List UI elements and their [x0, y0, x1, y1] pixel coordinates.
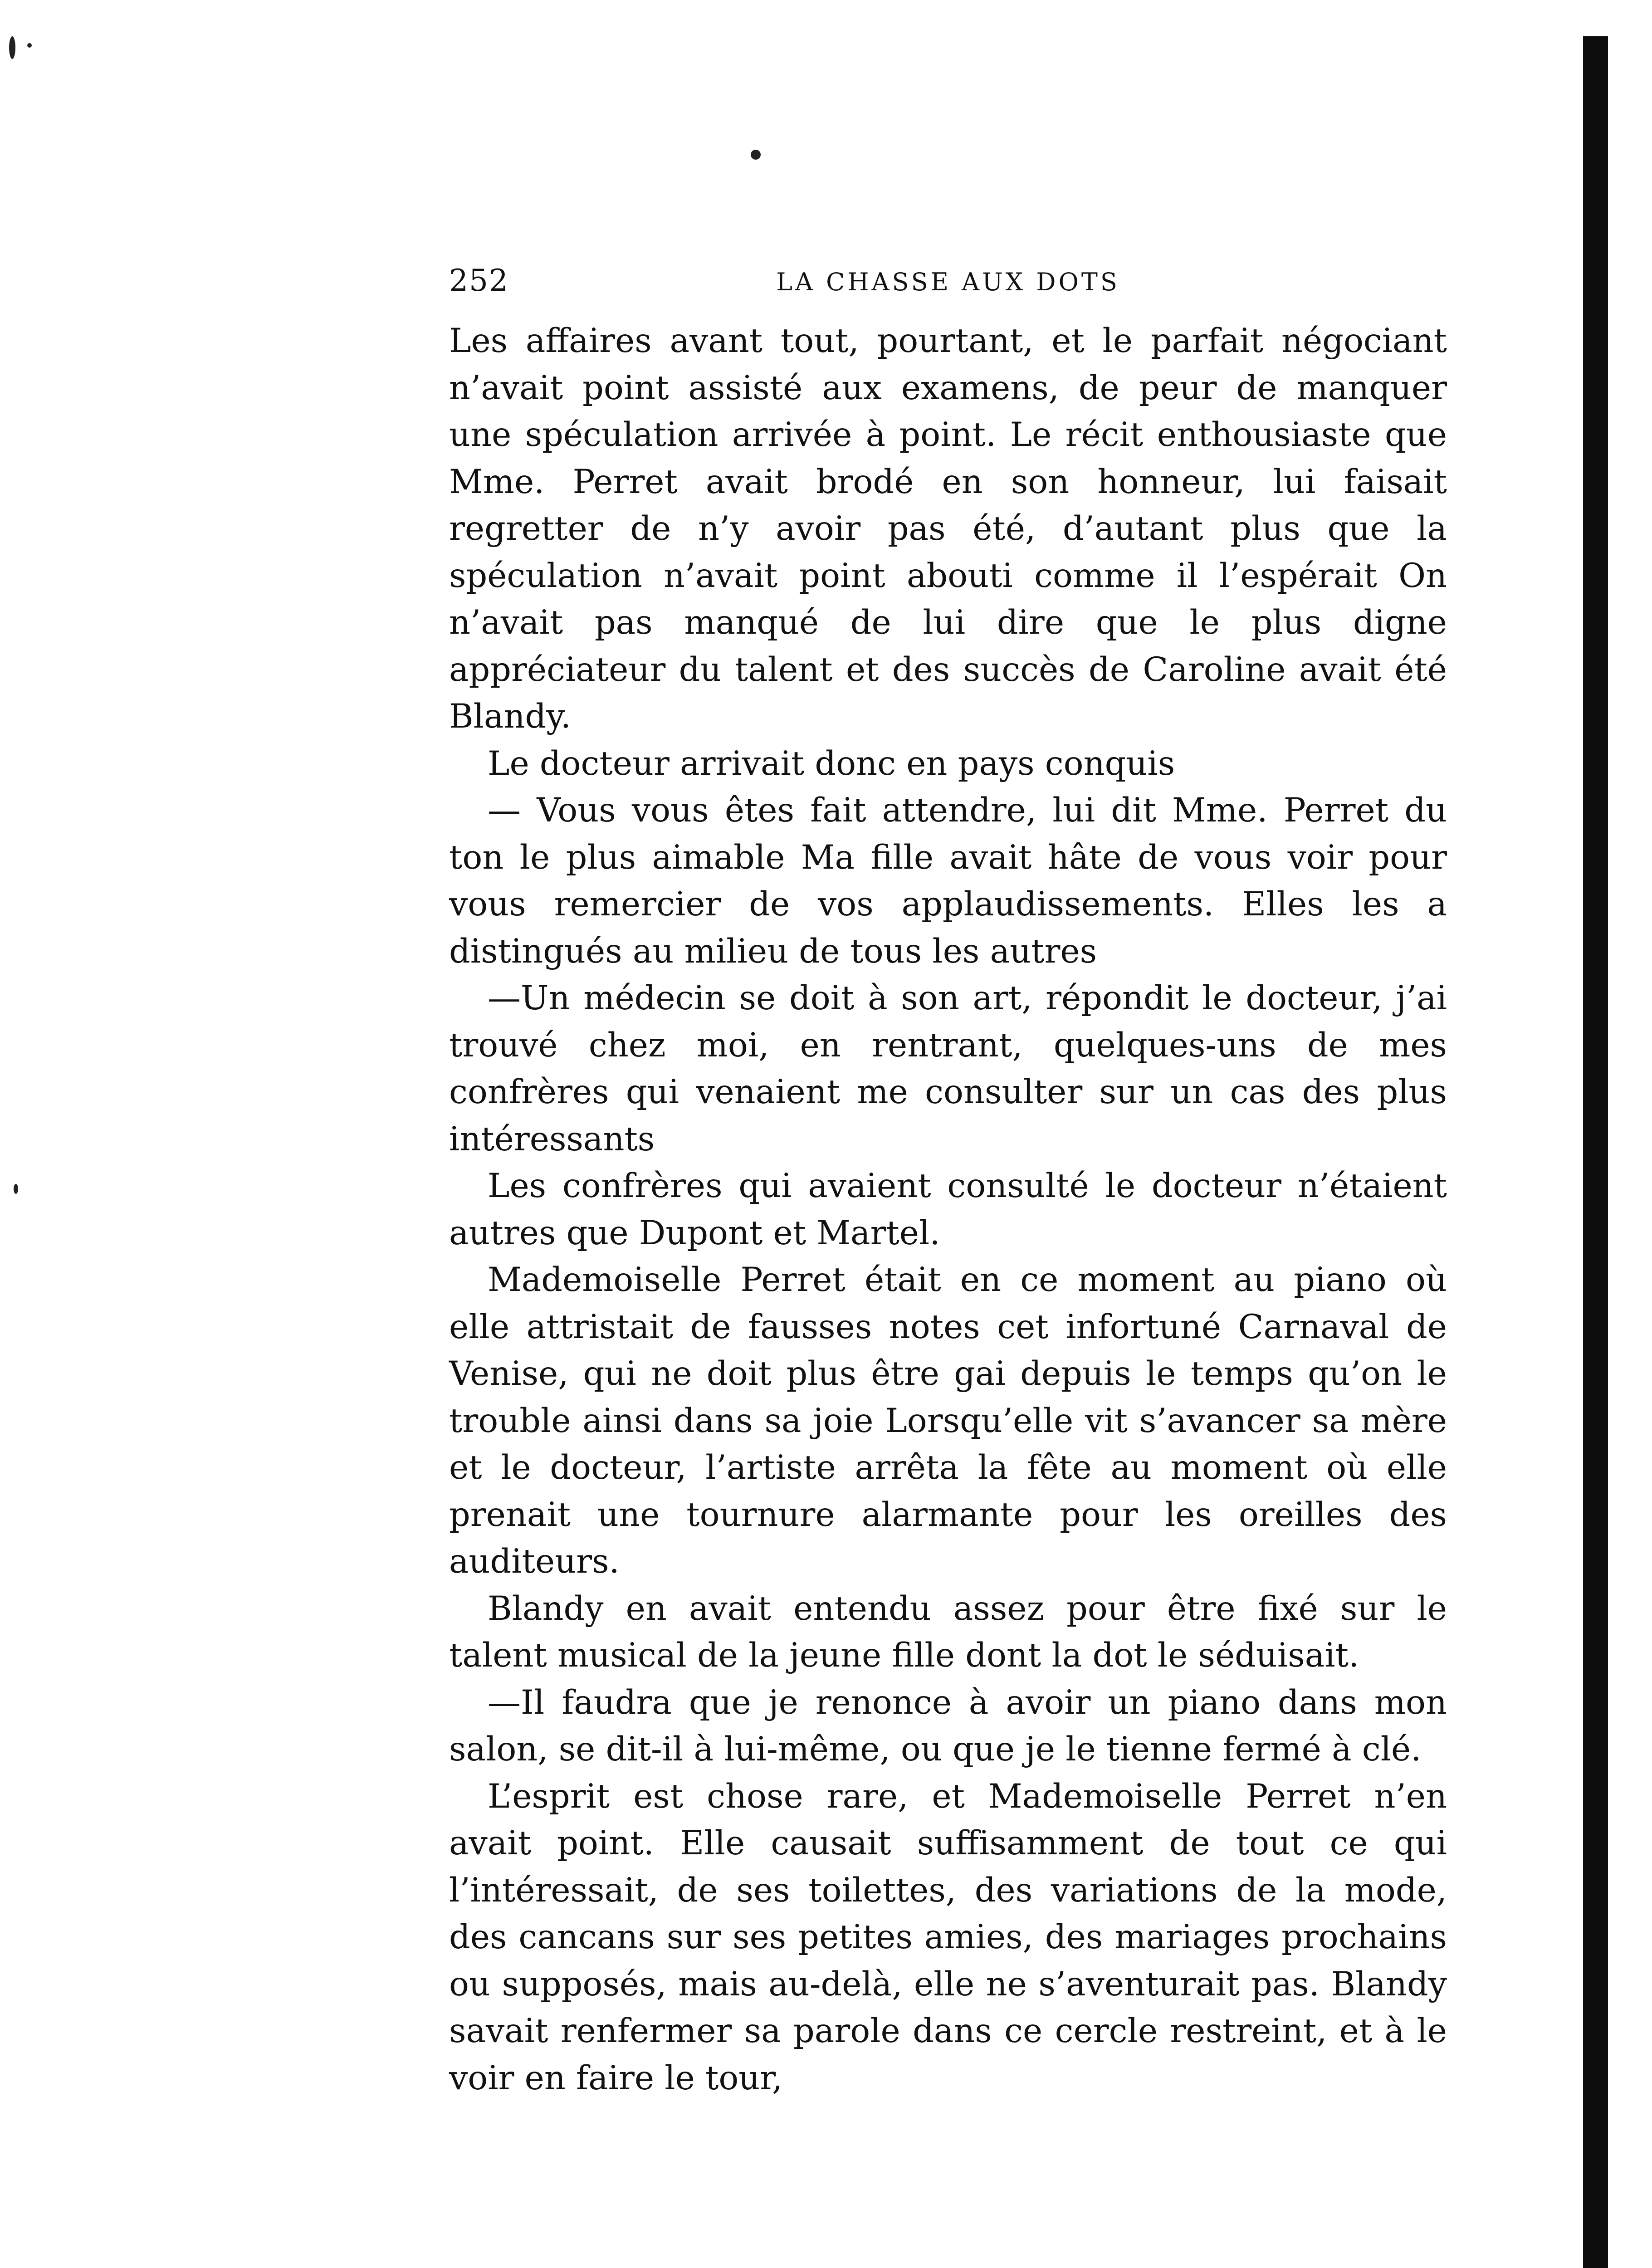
paragraph: — Vous vous êtes fait attendre, lui dit Mme. Perret du ton le plus aimable Ma fille avait hâte de vous voir pour vous remercier de vos applaudissements. Elles les a distingués au milieu de tous les autres — [449, 791, 1447, 971]
scan-edge-bar — [1583, 36, 1608, 2268]
running-head: LA CHASSE AUX DOTS — [776, 268, 1120, 296]
paragraph: Blandy en avait entendu assez pour être fixé sur le talent musical de la jeune fille dont la dot le séduisait. — [449, 1589, 1447, 1675]
paragraph: —Un médecin se doit à son art, répondit le docteur, j’ai trouvé chez moi, en rentrant, quelques-uns de mes confrères qui venaient me consulter sur un cas des plus intéressants — [449, 979, 1447, 1158]
scan-speck — [751, 150, 761, 160]
scan-speck — [9, 36, 15, 59]
paragraph: L’esprit est chose rare, et Mademoiselle Perret n’en avait point. Elle causait suffisamment de tout ce qui l’intéressait, de ses toilettes, des variations de la mode, des cancans sur ses petites amies, des mariages prochains ou supposés, mais au-delà, elle ne s’aventurait pas. Blandy savait renfermer sa parole dans ce cercle restreint, et à le voir en faire le tour, — [449, 1777, 1447, 2097]
page-number: 252 — [449, 263, 509, 298]
book-page — [449, 254, 1447, 2102]
paragraph: Les affaires avant tout, pourtant, et le parfait négociant n’avait point assisté aux examens, de peur de manquer une spéculation arrivée à point. Le récit enthousiaste que Mme. Perret avait brodé en son honneur, lui faisait regretter de n’y avoir pas été, d’autant plus que la spéculation n’avait point abouti comme il l’espérait On n’avait pas manqué de lui dire que le plus digne appréciateur du talent et des succès de Caroline avait été Blandy. — [449, 322, 1447, 736]
paragraph: Mademoiselle Perret était en ce moment au piano où elle attristait de fausses notes cet infortuné Carnaval de Venise, qui ne doit plus être gai depuis le temps qu’on le trouble ainsi dans sa joie Lorsqu’elle vit s’avancer sa mère et le docteur, l’artiste arrêta la fête au moment où elle prenait une tournure alarmante pour les oreilles des auditeurs. — [449, 1261, 1447, 1581]
scan-speck — [27, 43, 32, 48]
page-header — [449, 254, 1447, 318]
paragraph: Les confrères qui avaient consulté le docteur n’étaient autres que Dupont et Martel. — [449, 1167, 1447, 1252]
body-text — [449, 318, 1447, 2102]
paragraph: Le docteur arrivait donc en pays conquis — [488, 744, 1175, 783]
paragraph: —Il faudra que je renonce à avoir un piano dans mon salon, se dit-il à lui-même, ou que je le tienne fermé à clé. — [449, 1683, 1447, 1769]
scan-speck — [14, 1184, 18, 1194]
